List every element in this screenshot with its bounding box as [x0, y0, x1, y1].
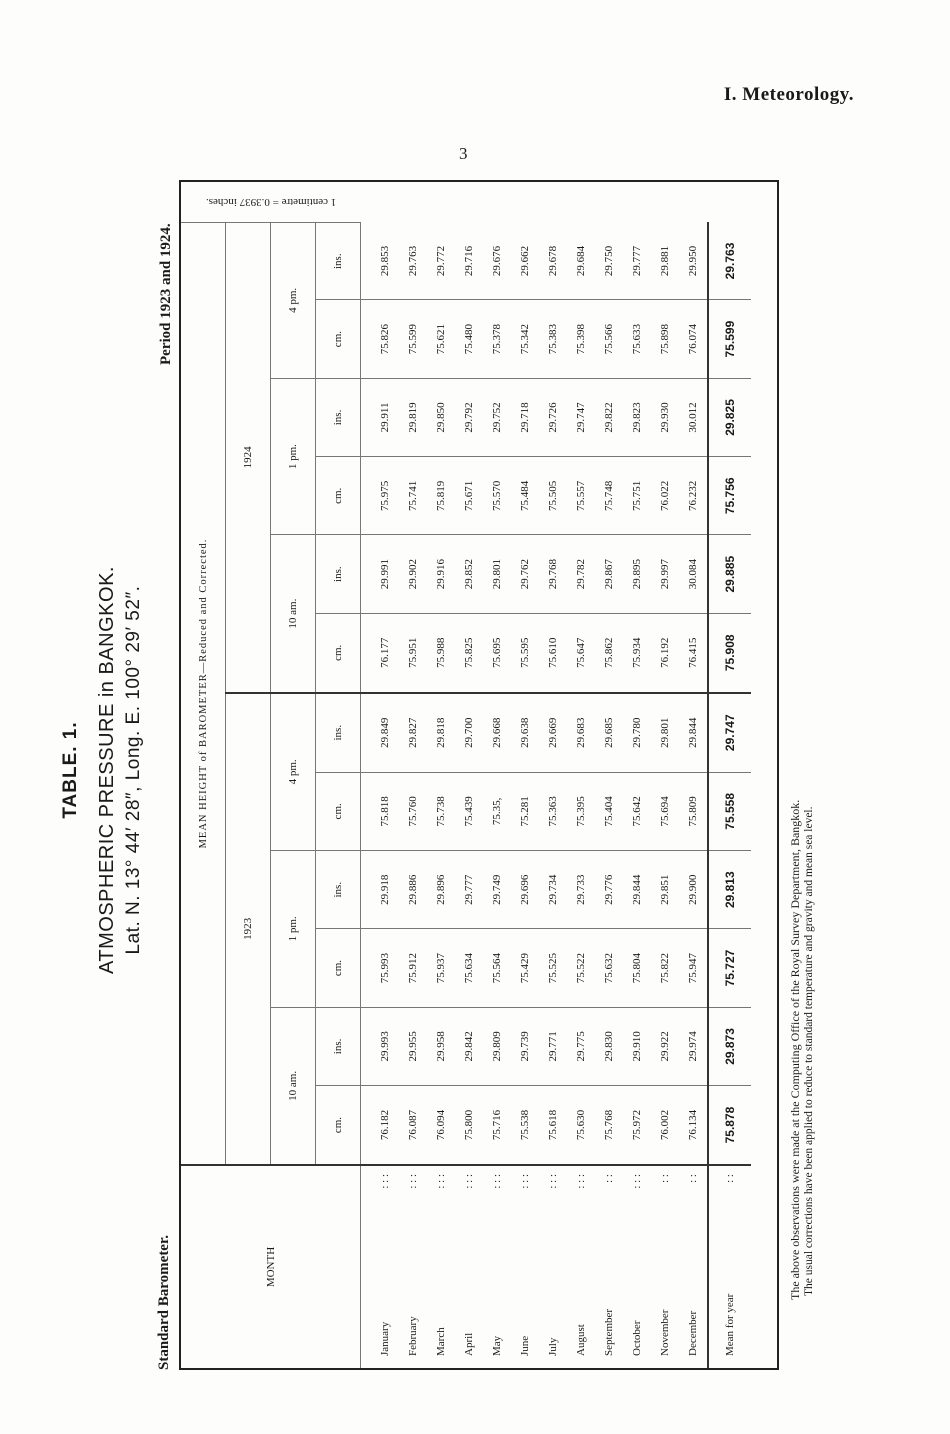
value-cell: 75.35,	[483, 772, 511, 850]
value-cell: 29.993	[361, 1007, 400, 1085]
instrument-label: Standard Barometer.	[156, 1235, 172, 1370]
value-cell: 75.993	[361, 929, 400, 1007]
value-cell: 30.084	[679, 535, 708, 613]
value-cell: 29.902	[399, 535, 427, 613]
footnote-1: The above observations were made at the Computing Office of the Royal Survey Department, Bangkok.	[788, 799, 802, 1300]
value-cell: 29.772	[427, 223, 455, 300]
value-cell: 29.739	[511, 1007, 539, 1085]
leader-dots: : : :	[631, 1174, 643, 1189]
year-1924: 1924	[226, 223, 271, 693]
month-label: October	[631, 1320, 643, 1356]
value-cell: 75.741	[399, 457, 427, 535]
time-header: 10 am.	[271, 535, 316, 693]
value-cell: 29.685	[595, 693, 623, 772]
value-cell: 75.800	[455, 1086, 483, 1165]
value-cell: 76.232	[679, 457, 708, 535]
value-cell: 29.896	[427, 851, 455, 929]
value-cell: 29.895	[623, 535, 651, 613]
month-label: March	[435, 1327, 447, 1356]
value-cell: 29.867	[595, 535, 623, 613]
unit-cm: cm.	[316, 772, 361, 850]
value-cell: 29.684	[567, 223, 595, 300]
value-cell: 29.900	[679, 851, 708, 929]
value-cell: 29.827	[399, 693, 427, 772]
value-cell: 75.862	[595, 613, 623, 692]
leader-dots: : : :	[435, 1174, 447, 1189]
value-cell: 29.678	[539, 223, 567, 300]
value-cell: 29.950	[679, 223, 708, 300]
leader-dots: : : :	[407, 1174, 419, 1189]
value-cell: 29.849	[361, 693, 400, 772]
month-cell	[708, 1165, 751, 1368]
unit-cm: cm.	[316, 300, 361, 378]
value-cell: 29.775	[567, 1007, 595, 1085]
leader-dots: : :	[724, 1174, 736, 1183]
side-note: 1 centimetre = 0.3937 inches.	[205, 196, 336, 208]
month-cell	[399, 1165, 427, 1368]
unit-ins: ins.	[316, 535, 361, 613]
value-cell: 29.669	[539, 693, 567, 772]
unit-cm: cm.	[316, 929, 361, 1007]
value-cell: 29.700	[455, 693, 483, 772]
title-block	[60, 330, 145, 1210]
leader-dots: : : :	[463, 1174, 475, 1189]
value-cell: 75.621	[427, 300, 455, 378]
value-cell: 29.830	[595, 1007, 623, 1085]
value-cell: 76.087	[399, 1086, 427, 1165]
value-cell: 29.668	[483, 693, 511, 772]
value-cell: 29.638	[511, 693, 539, 772]
value-cell: 75.809	[679, 772, 708, 850]
value-cell: 75.825	[455, 613, 483, 692]
coordinates: Lat. N. 13° 44′ 28″, Long. E. 100° 29′ 52″.	[123, 585, 144, 955]
month-cell	[567, 1165, 595, 1368]
value-cell: 29.733	[567, 851, 595, 929]
value-cell: 75.642	[623, 772, 651, 850]
table-row	[567, 182, 595, 1368]
time-header: 4 pm.	[271, 223, 316, 379]
table-row	[651, 182, 679, 1368]
unit-ins: ins.	[316, 378, 361, 456]
time-header: 1 pm.	[271, 378, 316, 535]
unit-ins: ins.	[316, 1007, 361, 1085]
value-cell: 76.192	[651, 613, 679, 692]
value-cell: 75.760	[399, 772, 427, 850]
value-cell: 29.749	[483, 851, 511, 929]
value-cell: 29.822	[595, 378, 623, 456]
leader-dots: : : :	[379, 1174, 391, 1189]
value-cell: 75.671	[455, 457, 483, 535]
value-cell: 76.022	[651, 457, 679, 535]
value-cell: 76.094	[427, 1086, 455, 1165]
month-cell	[361, 1165, 400, 1368]
month-label: January	[379, 1321, 391, 1356]
table-row	[511, 182, 539, 1368]
value-cell: 29.823	[623, 378, 651, 456]
value-cell: 29.752	[483, 378, 511, 456]
value-cell: 29.771	[539, 1007, 567, 1085]
value-cell: 75.947	[679, 929, 708, 1007]
value-cell: 75.599	[399, 300, 427, 378]
month-cell	[651, 1165, 679, 1368]
value-cell: 75.363	[539, 772, 567, 850]
value-cell: 75.595	[511, 613, 539, 692]
value-cell: 29.885	[708, 535, 751, 613]
value-cell: 29.850	[427, 378, 455, 456]
value-cell: 75.804	[623, 929, 651, 1007]
value-cell: 75.632	[595, 929, 623, 1007]
table-row	[399, 182, 427, 1368]
value-cell: 29.809	[483, 1007, 511, 1085]
table-row	[483, 182, 511, 1368]
year-1923: 1923	[226, 693, 271, 1165]
value-cell: 75.694	[651, 772, 679, 850]
value-cell: 75.525	[539, 929, 567, 1007]
value-cell: 29.813	[708, 851, 751, 929]
value-cell: 75.716	[483, 1086, 511, 1165]
value-cell: 75.439	[455, 772, 483, 850]
unit-ins: ins.	[316, 223, 361, 300]
month-cell	[511, 1165, 539, 1368]
value-cell: 75.564	[483, 929, 511, 1007]
value-cell: 76.002	[651, 1086, 679, 1165]
value-cell: 29.853	[361, 223, 400, 300]
value-cell: 75.395	[567, 772, 595, 850]
value-cell: 29.777	[455, 851, 483, 929]
value-cell: 75.951	[399, 613, 427, 692]
month-cell	[595, 1165, 623, 1368]
leader-dots: : : :	[575, 1174, 587, 1189]
month-label: September	[603, 1308, 615, 1356]
table-row	[595, 182, 623, 1368]
month-label: May	[491, 1335, 503, 1356]
value-cell: 29.762	[511, 535, 539, 613]
table-number: TABLE. 1.	[60, 721, 81, 819]
leader-dots: : :	[603, 1174, 615, 1183]
value-cell: 76.074	[679, 300, 708, 378]
value-cell: 29.910	[623, 1007, 651, 1085]
value-cell: 75.566	[595, 300, 623, 378]
value-cell: 29.881	[651, 223, 679, 300]
value-cell: 29.922	[651, 1007, 679, 1085]
section-header: I. Meteorology.	[723, 84, 854, 105]
value-cell: 29.997	[651, 535, 679, 613]
value-cell: 29.911	[361, 378, 400, 456]
value-cell: 75.727	[708, 929, 751, 1007]
value-cell: 75.429	[511, 929, 539, 1007]
value-cell: 75.878	[708, 1086, 751, 1165]
value-cell: 75.558	[708, 772, 751, 850]
value-cell: 29.782	[567, 535, 595, 613]
value-cell: 75.484	[511, 457, 539, 535]
pressure-table	[179, 180, 779, 1370]
value-cell: 29.768	[539, 535, 567, 613]
month-label: Mean for year	[724, 1293, 736, 1356]
table-row	[539, 182, 567, 1368]
value-cell: 75.988	[427, 613, 455, 692]
table-row	[427, 182, 455, 1368]
value-cell: 29.662	[511, 223, 539, 300]
value-cell: 75.826	[361, 300, 400, 378]
value-cell: 75.937	[427, 929, 455, 1007]
value-cell: 29.886	[399, 851, 427, 929]
value-cell: 29.844	[679, 693, 708, 772]
value-cell: 75.819	[427, 457, 455, 535]
value-cell: 75.480	[455, 300, 483, 378]
value-cell: 29.801	[483, 535, 511, 613]
value-cell: 75.822	[651, 929, 679, 1007]
value-cell: 29.819	[399, 378, 427, 456]
month-cell	[539, 1165, 567, 1368]
month-label: November	[659, 1309, 671, 1356]
span-header: MEAN HEIGHT of BAROMETER—Reduced and Corrected.	[181, 223, 226, 1166]
value-cell: 29.851	[651, 851, 679, 929]
value-cell: 75.505	[539, 457, 567, 535]
unit-cm: cm.	[316, 613, 361, 692]
value-cell: 75.570	[483, 457, 511, 535]
value-cell: 29.955	[399, 1007, 427, 1085]
value-cell: 75.912	[399, 929, 427, 1007]
value-cell: 29.792	[455, 378, 483, 456]
page-number: 3	[459, 144, 468, 163]
value-cell: 29.750	[595, 223, 623, 300]
value-cell: 75.538	[511, 1086, 539, 1165]
rotated-page-content	[60, 170, 860, 1370]
value-cell: 29.801	[651, 693, 679, 772]
side-note-cell	[181, 182, 361, 223]
unit-ins: ins.	[316, 851, 361, 929]
table-row	[455, 182, 483, 1368]
value-cell: 75.751	[623, 457, 651, 535]
value-cell: 75.768	[595, 1086, 623, 1165]
value-cell: 29.734	[539, 851, 567, 929]
time-header: 4 pm.	[271, 693, 316, 851]
value-cell: 75.630	[567, 1086, 595, 1165]
leader-dots: : :	[659, 1174, 671, 1183]
value-cell: 29.991	[361, 535, 400, 613]
table-row	[679, 182, 708, 1368]
value-cell: 75.618	[539, 1086, 567, 1165]
value-cell: 29.844	[623, 851, 651, 929]
month-cell	[483, 1165, 511, 1368]
value-cell: 29.818	[427, 693, 455, 772]
value-cell: 29.930	[651, 378, 679, 456]
month-cell	[679, 1165, 708, 1368]
month-cell	[623, 1165, 651, 1368]
value-cell: 75.818	[361, 772, 400, 850]
value-cell: 75.281	[511, 772, 539, 850]
value-cell: 29.716	[455, 223, 483, 300]
month-label: February	[407, 1316, 419, 1356]
table-row	[361, 182, 400, 1368]
value-cell: 29.842	[455, 1007, 483, 1085]
value-cell: 29.780	[623, 693, 651, 772]
value-cell: 29.683	[567, 693, 595, 772]
value-cell: 76.177	[361, 613, 400, 692]
value-cell: 75.898	[651, 300, 679, 378]
value-cell: 75.972	[623, 1086, 651, 1165]
value-cell: 75.398	[567, 300, 595, 378]
unit-cm: cm.	[316, 457, 361, 535]
time-header: 10 am.	[271, 1007, 316, 1165]
value-cell: 29.696	[511, 851, 539, 929]
value-cell: 75.610	[539, 613, 567, 692]
value-cell: 75.383	[539, 300, 567, 378]
period-label: Period 1923 and 1924.	[158, 223, 174, 365]
value-cell: 76.182	[361, 1086, 400, 1165]
value-cell: 76.415	[679, 613, 708, 692]
value-cell: 75.378	[483, 300, 511, 378]
unit-ins: ins.	[316, 693, 361, 772]
value-cell: 75.695	[483, 613, 511, 692]
value-cell: 29.747	[708, 693, 751, 772]
unit-cm: cm.	[316, 1086, 361, 1165]
value-cell: 75.738	[427, 772, 455, 850]
mean-row	[708, 182, 751, 1368]
value-cell: 29.777	[623, 223, 651, 300]
month-label: December	[687, 1310, 699, 1356]
value-cell: 29.852	[455, 535, 483, 613]
time-header: 1 pm.	[271, 851, 316, 1008]
value-cell: 29.747	[567, 378, 595, 456]
leader-dots: : : :	[491, 1174, 503, 1189]
value-cell: 29.916	[427, 535, 455, 613]
value-cell: 75.633	[623, 300, 651, 378]
value-cell: 29.873	[708, 1007, 751, 1085]
value-cell: 29.958	[427, 1007, 455, 1085]
value-cell: 75.557	[567, 457, 595, 535]
month-label: April	[463, 1332, 475, 1356]
month-label: August	[575, 1324, 587, 1356]
value-cell: 75.522	[567, 929, 595, 1007]
table-row	[623, 182, 651, 1368]
value-cell: 75.975	[361, 457, 400, 535]
value-cell: 29.825	[708, 378, 751, 456]
value-cell: 75.647	[567, 613, 595, 692]
month-cell	[427, 1165, 455, 1368]
value-cell: 29.776	[595, 851, 623, 929]
leader-dots: : : :	[547, 1174, 559, 1189]
table-title: ATMOSPHERIC PRESSURE in BANGKOK.	[96, 566, 118, 974]
leader-dots: : :	[687, 1174, 699, 1183]
month-label: July	[547, 1337, 559, 1356]
value-cell: 75.756	[708, 457, 751, 535]
month-header: MONTH	[181, 1165, 361, 1368]
value-cell: 29.718	[511, 378, 539, 456]
month-label: June	[519, 1335, 531, 1356]
month-cell	[455, 1165, 483, 1368]
footnotes	[788, 800, 816, 1300]
value-cell: 75.934	[623, 613, 651, 692]
footnote-2: The usual corrections have been applied to reduce to standard temperature and gravity and mean sea level.	[803, 806, 815, 1296]
value-cell: 29.676	[483, 223, 511, 300]
value-cell: 29.974	[679, 1007, 708, 1085]
value-cell: 75.599	[708, 300, 751, 378]
value-cell: 75.342	[511, 300, 539, 378]
value-cell: 75.404	[595, 772, 623, 850]
value-cell: 29.918	[361, 851, 400, 929]
value-cell: 29.726	[539, 378, 567, 456]
value-cell: 29.763	[399, 223, 427, 300]
value-cell: 75.908	[708, 613, 751, 692]
value-cell: 75.748	[595, 457, 623, 535]
value-cell: 76.134	[679, 1086, 708, 1165]
value-cell: 30.012	[679, 378, 708, 456]
value-cell: 29.763	[708, 223, 751, 300]
value-cell: 75.634	[455, 929, 483, 1007]
leader-dots: : : :	[519, 1174, 531, 1189]
